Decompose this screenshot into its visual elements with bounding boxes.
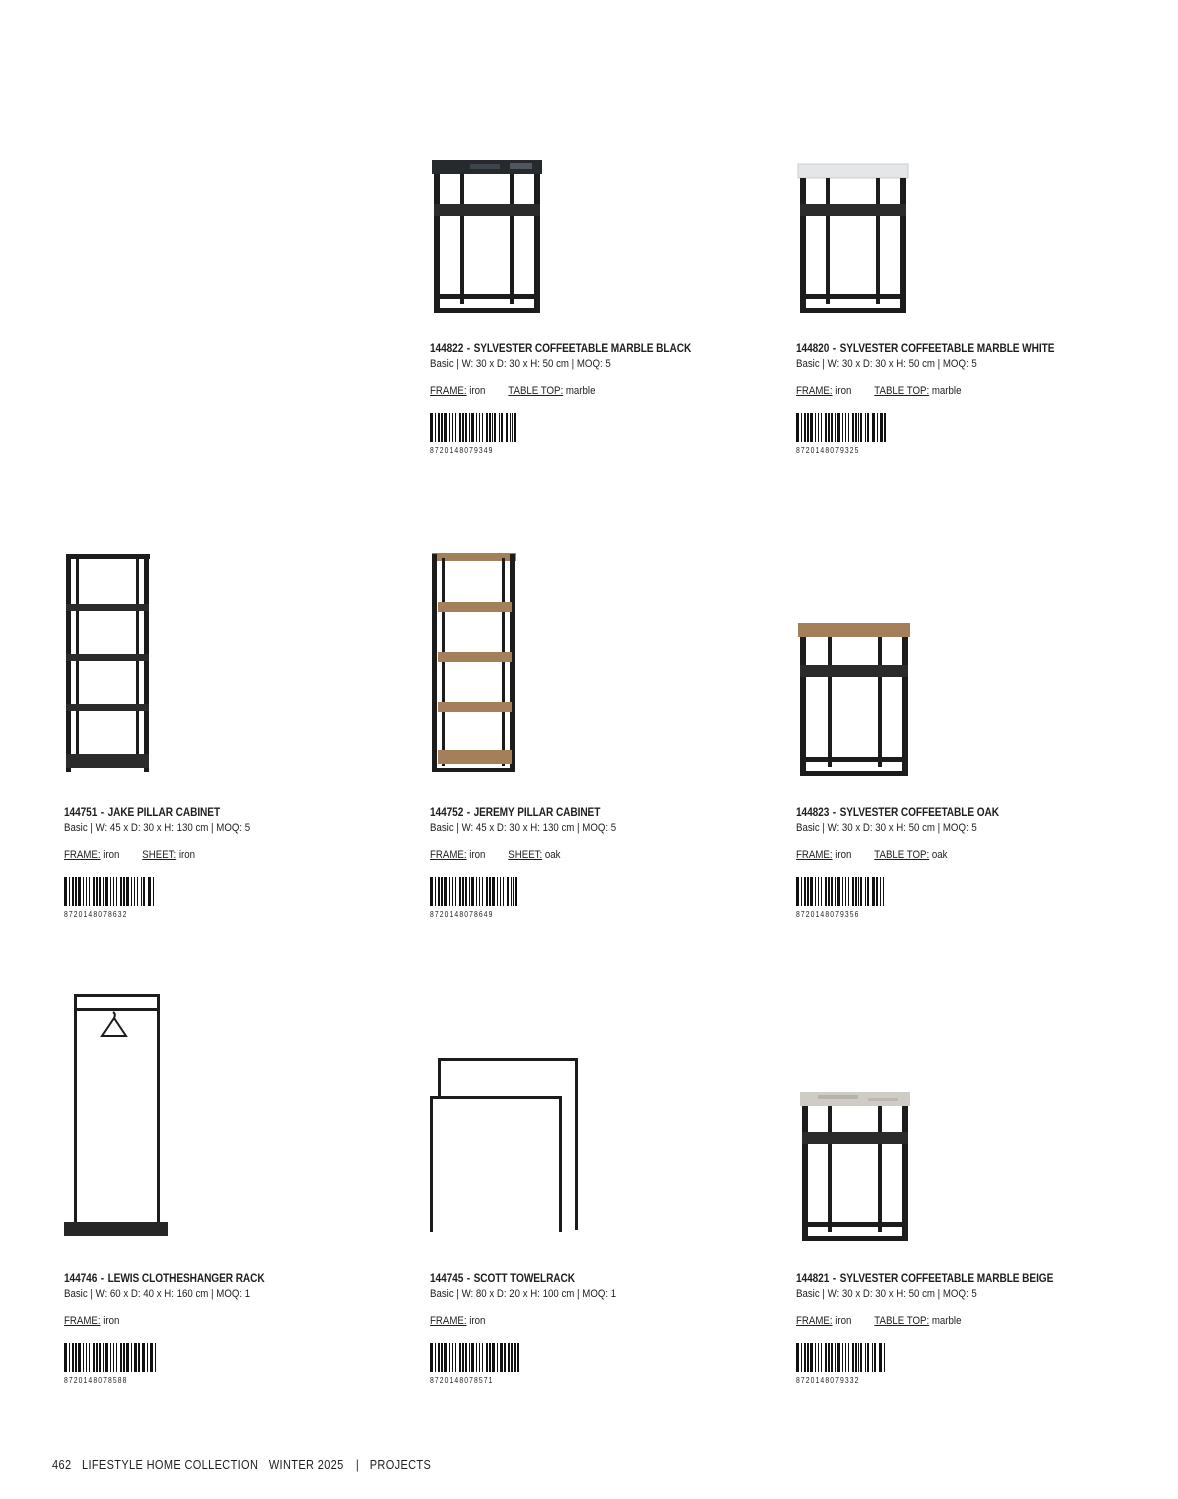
product-title: 144745 - SCOTT TOWELRACK bbox=[430, 1273, 575, 1285]
barcode bbox=[430, 1343, 547, 1372]
coffeetable-marble-white-illustration bbox=[796, 162, 916, 332]
product-image bbox=[430, 548, 730, 778]
barcode-graphic bbox=[796, 877, 913, 906]
collection-name: LIFESTYLE HOME COLLECTION bbox=[81, 1458, 259, 1472]
product-spec: Basic | W: 30 x D: 30 x H: 50 cm | MOQ: 5 bbox=[796, 358, 977, 370]
product-info bbox=[430, 1272, 642, 1385]
ean-number: 8720148078571 bbox=[430, 1376, 494, 1385]
ean-number: 8720148078649 bbox=[430, 910, 494, 919]
barcode-graphic bbox=[796, 413, 913, 442]
product-image bbox=[430, 990, 730, 1250]
product-image bbox=[64, 990, 364, 1250]
ean-number: 8720148078588 bbox=[64, 1376, 128, 1385]
footer-separator: | bbox=[355, 1458, 360, 1472]
product-image bbox=[796, 150, 1096, 320]
product-image bbox=[796, 990, 1096, 1250]
barcode bbox=[430, 413, 547, 442]
product-spec: Basic | W: 30 x D: 30 x H: 50 cm | MOQ: 5 bbox=[796, 822, 977, 834]
product-materials: FRAME: iron TABLE TOP: marble bbox=[796, 385, 962, 397]
barcode-graphic bbox=[64, 877, 181, 906]
product-materials: FRAME: iron SHEET: oak bbox=[430, 849, 561, 861]
pillar-cabinet-oak-illustration bbox=[430, 552, 530, 782]
coffeetable-oak-illustration bbox=[796, 621, 916, 791]
product-spec: Basic | W: 30 x D: 30 x H: 50 cm | MOQ: 5 bbox=[796, 1288, 977, 1300]
barcode-graphic bbox=[430, 413, 547, 442]
barcode bbox=[796, 1343, 913, 1372]
product-info bbox=[796, 1272, 1088, 1385]
product-info bbox=[64, 1272, 292, 1385]
hanger-icon bbox=[102, 1012, 126, 1036]
ean-number: 8720148079349 bbox=[430, 446, 494, 455]
product-info bbox=[64, 806, 276, 919]
product-materials: FRAME: iron TABLE TOP: marble bbox=[796, 1315, 962, 1327]
product-title: 144752 - JEREMY PILLAR CABINET bbox=[430, 807, 601, 819]
product-materials: FRAME: iron bbox=[64, 1315, 120, 1327]
product-materials: FRAME: iron TABLE TOP: oak bbox=[796, 849, 948, 861]
page-footer bbox=[52, 1458, 442, 1472]
ean-number: 8720148079325 bbox=[796, 446, 860, 455]
product-spec: Basic | W: 45 x D: 30 x H: 130 cm | MOQ: 5 bbox=[64, 822, 251, 834]
product-title: 144746 - LEWIS CLOTHESHANGER RACK bbox=[64, 1273, 265, 1285]
product-spec: Basic | W: 60 x D: 40 x H: 160 cm | MOQ: 1 bbox=[64, 1288, 251, 1300]
product-title: 144820 - SYLVESTER COFFEETABLE MARBLE WHITE bbox=[796, 343, 1055, 355]
barcode bbox=[796, 877, 913, 906]
ean-number: 8720148079356 bbox=[796, 910, 860, 919]
barcode bbox=[796, 413, 913, 442]
product-image bbox=[430, 150, 730, 320]
barcode bbox=[430, 877, 547, 906]
pillar-cabinet-iron-illustration bbox=[64, 552, 164, 782]
barcode-graphic bbox=[430, 877, 547, 906]
product-info bbox=[430, 806, 642, 919]
product-info bbox=[796, 342, 1090, 455]
towelrack-illustration bbox=[430, 1056, 590, 1256]
product-info bbox=[796, 806, 1027, 919]
section-name: PROJECTS bbox=[369, 1458, 432, 1472]
barcode bbox=[64, 877, 181, 906]
product-title: 144821 - SYLVESTER COFFEETABLE MARBLE BEIGE bbox=[796, 1273, 1054, 1285]
ean-number: 8720148078632 bbox=[64, 910, 128, 919]
barcode bbox=[64, 1343, 181, 1372]
product-title: 144822 - SYLVESTER COFFEETABLE MARBLE BLACK bbox=[430, 343, 692, 355]
product-title: 144823 - SYLVESTER COFFEETABLE OAK bbox=[796, 807, 999, 819]
barcode-graphic bbox=[796, 1343, 913, 1372]
product-spec: Basic | W: 80 x D: 20 x H: 100 cm | MOQ: 1 bbox=[430, 1288, 617, 1300]
ean-number: 8720148079332 bbox=[796, 1376, 860, 1385]
season: WINTER 2025 bbox=[268, 1458, 344, 1472]
barcode-graphic bbox=[430, 1343, 547, 1372]
product-materials: FRAME: iron SHEET: iron bbox=[64, 849, 196, 861]
product-materials: FRAME: iron bbox=[430, 1315, 486, 1327]
product-image bbox=[796, 548, 1096, 778]
barcode-graphic bbox=[64, 1343, 181, 1372]
product-materials: FRAME: iron TABLE TOP: marble bbox=[430, 385, 596, 397]
product-image bbox=[64, 548, 364, 778]
product-info bbox=[430, 342, 727, 455]
product-spec: Basic | W: 30 x D: 30 x H: 50 cm | MOQ: 5 bbox=[430, 358, 611, 370]
product-title: 144751 - JAKE PILLAR CABINET bbox=[64, 807, 221, 819]
coffeetable-marble-beige-illustration bbox=[798, 1090, 918, 1260]
clotheshanger-rack-illustration bbox=[64, 994, 174, 1254]
page-number: 462 bbox=[52, 1458, 72, 1472]
coffeetable-marble-black-illustration bbox=[430, 158, 550, 328]
product-spec: Basic | W: 45 x D: 30 x H: 130 cm | MOQ: 5 bbox=[430, 822, 617, 834]
